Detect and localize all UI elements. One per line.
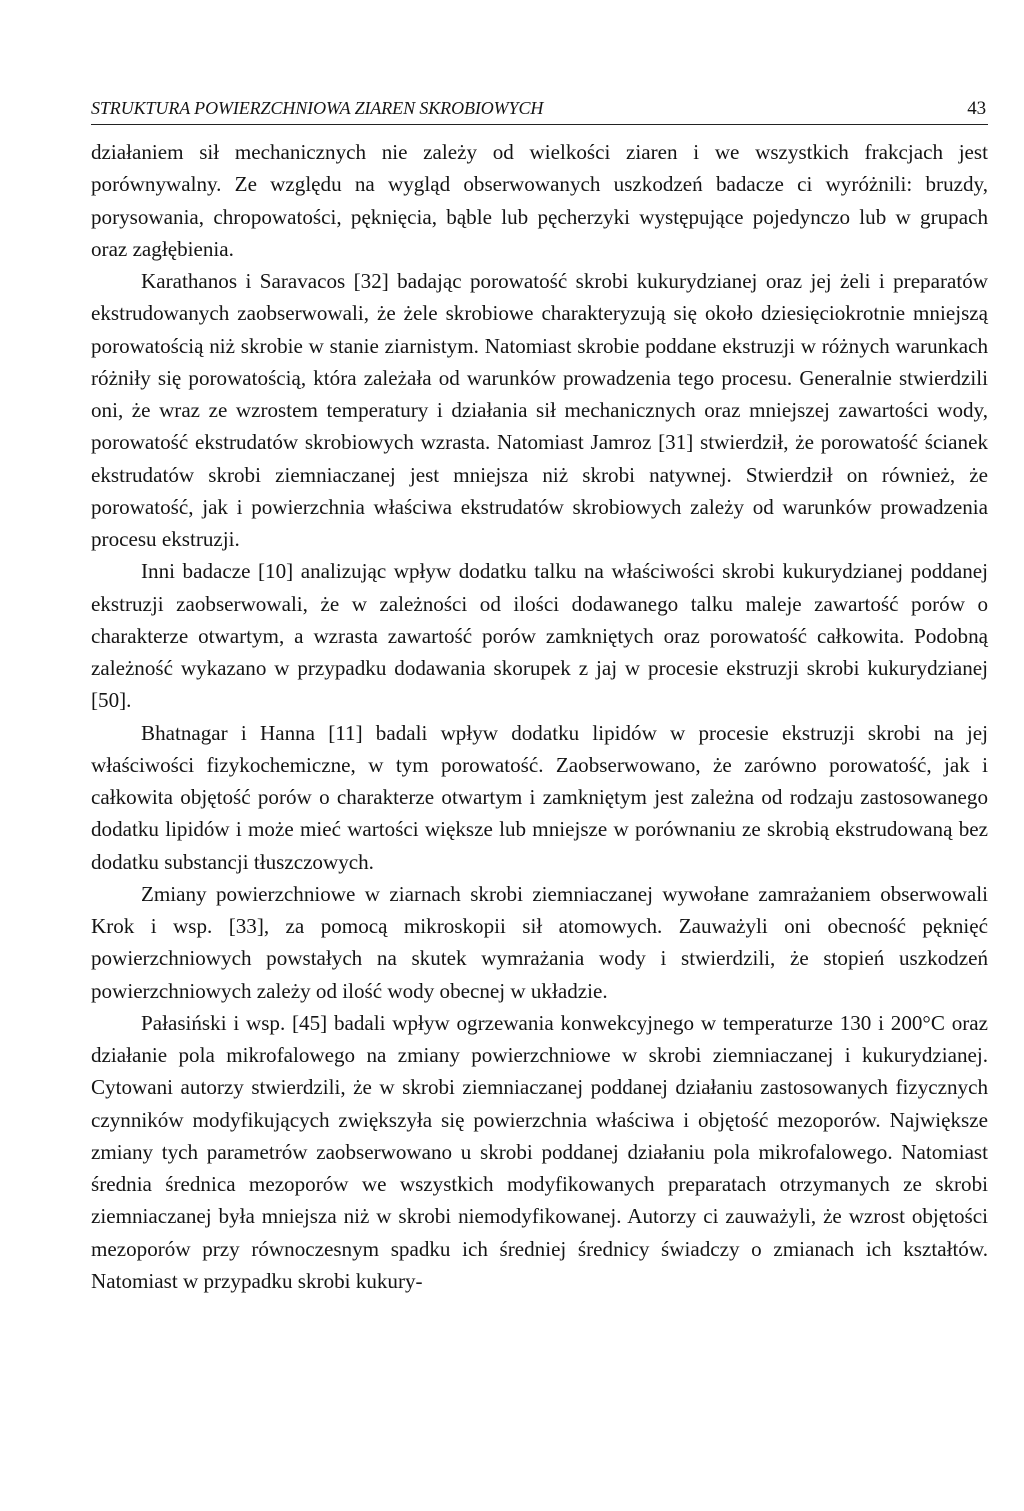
paragraph-inni-badacze: Inni badacze [10] analizując wpływ dodatku talku na właściwości skrobi kukurydzianej poddanej ekstruzji zaobserwowali, że w zależności od ilości dodawanego talku maleje zawartość porów o charakterze otwartym, a wzrasta zawartość porów zamkniętych oraz porowatość całkowita. Podobną zależność wykazano w przypadku dodawania skorupek z jaj w procesie ekstruzji skrobi kukurydzianej [50]. <box>91 559 988 713</box>
running-header <box>91 96 988 125</box>
paragraph-karathanos: Karathanos i Saravacos [32] badając porowatość skrobi kukurydzianej oraz jej żeli i preparatów ekstrudowanych zaobserwowali, że żele skrobiowe charakteryzują się około dziesięciokrotnie mniejszą porowatością niż skrobie w stanie ziarnistym. Natomiast skrobie poddane ekstruzji w różnych warunkach różniły się porowatością, która zależała od warunków prowadzenia tego procesu. Generalnie stwierdzili oni, że wraz ze wzrostem temperatury i działania sił mechanicznych oraz mniejszej zawartości wody, porowatość ekstrudatów skrobiowych wzrasta. Natomiast Jamroz [31] stwierdził, że porowatość ścianek ekstrudatów skrobi ziemniaczanej jest mniejsza niż skrobi natywnej. Stwierdził on również, że porowatość, jak i powierzchnia właściwa ekstrudatów skrobiowych zależy od warunków prowadzenia procesu ekstruzji. <box>91 269 988 551</box>
paragraph-palasinski: Pałasiński i wsp. [45] badali wpływ ogrzewania konwekcyjnego w temperaturze 130 i 200°C oraz działanie pola mikrofalowego na zmiany powierzchniowe w skrobi ziemniaczanej i kukurydzianej. Cytowani autorzy stwierdzili, że w skrobi ziemniaczanej poddanej działaniu zastosowanych fizycznych czynników modyfikujących zwiększyła się powierzchnia właściwa i objętość mezoporów. Największe zmiany tych parametrów zaobserwowano u skrobi poddanej działaniu pola mikrofalowego. Natomiast średnia średnica mezoporów we wszystkich modyfikowanych preparatach otrzymanych ze skrobi ziemniaczanej była mniejsza niż w skrobi niemodyfikowanej. Autorzy ci zauważyli, że wzrost objętości mezoporów przy równoczesnym spadku ich średniej średnicy świadczy o zmianach ich kształtów. Natomiast w przypadku skrobi kukury- <box>91 1010 988 1293</box>
page-number: 43 <box>967 98 986 119</box>
running-title: STRUKTURA POWIERZCHNIOWA ZIAREN SKROBIOWYCH <box>91 98 544 118</box>
document-page <box>91 96 988 1297</box>
body-text <box>91 136 988 1297</box>
paragraph-zmiany: Zmiany powierzchniowe w ziarnach skrobi ziemniaczanej wywołane zamrażaniem obserwowali Krok i wsp. [33], za pomocą mikroskopii sił atomowych. Zauważyli oni obecność pęknięć powierzchniowych powstałych na skutek wymrażania wody i stwierdzili, że stopień uszkodzeń powierzchniowych zależy od ilość wody obecnej w układzie. <box>91 881 988 1003</box>
paragraph-continuation: działaniem sił mechanicznych nie zależy od wielkości ziaren i we wszystkich frakcjach jest porównywalny. Ze względu na wygląd obserwowanych uszkodzeń badacze ci wyróżnili: bruzdy, porysowania, chropowatości, pęknięcia, bąble lub pęcherzyki występujące pojedynczo lub w grupach oraz zagłębienia. <box>91 140 988 261</box>
paragraph-bhatnagar: Bhatnagar i Hanna [11] badali wpływ dodatku lipidów w procesie ekstruzji skrobi na jej właściwości fizykochemiczne, w tym porowatość. Zaobserwowano, że zarówno porowatość, jak i całkowita objętość porów o charakterze otwartym i zamkniętym jest zależna od rodzaju zastosowanego dodatku lipidów i może mieć wartości większe lub mniejsze w porównaniu ze skrobią ekstrudowaną bez dodatku substancji tłuszczowych. <box>91 720 988 874</box>
